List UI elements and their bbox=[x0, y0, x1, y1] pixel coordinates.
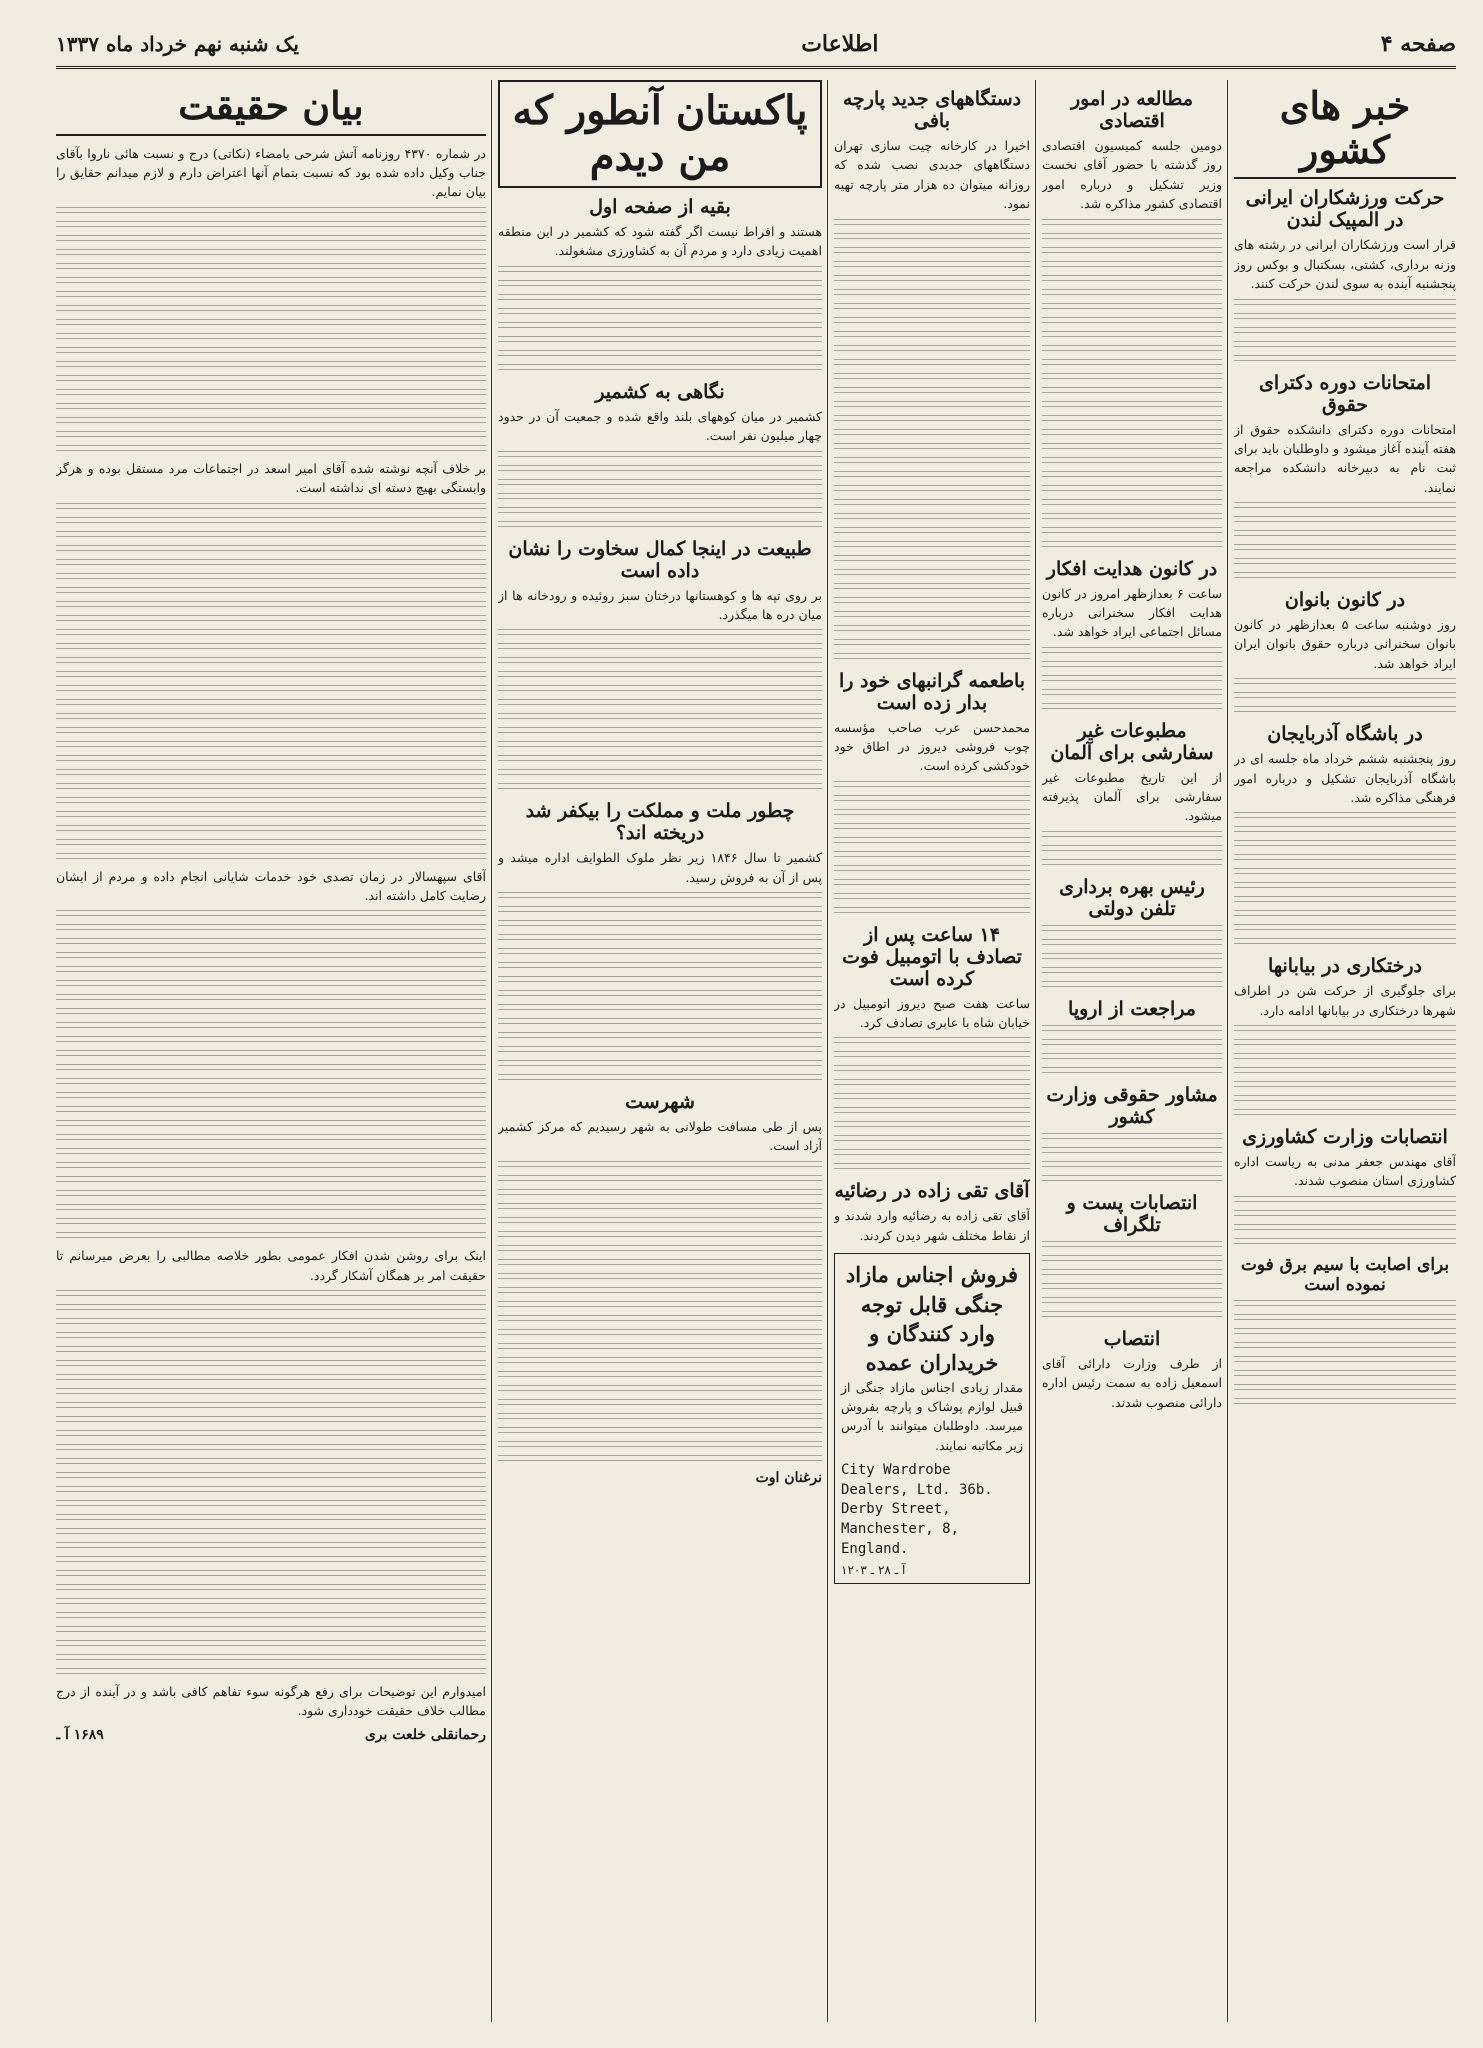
statement-body: امیدوارم این توضیحات برای رفع هرگونه سوء تفاهم کافی باشد و در آینده از درج مطالب خلاف حقیقت خودداری شود. bbox=[56, 1684, 486, 1719]
column-statement bbox=[56, 80, 486, 2022]
section-title: خبر های کشور bbox=[1234, 84, 1456, 179]
article-subhead: نگاهی به کشمیر bbox=[595, 380, 725, 403]
article-signature-line bbox=[498, 1470, 822, 1486]
column-industry-news bbox=[834, 80, 1030, 2022]
article-subhead: چطور ملت و مملکت را بیکفر شد دریخته اند؟ bbox=[525, 800, 795, 845]
news-headline: در کانون بانوان bbox=[1284, 589, 1406, 611]
news-headline: انتصابات پست و تلگراف bbox=[1066, 1191, 1198, 1236]
statement-signature: رحمانقلی خلعت بری bbox=[364, 1726, 486, 1743]
news-headline: انتصاب bbox=[1103, 1327, 1161, 1350]
news-body: محمدحسن عرب صاحب مؤسسه چوب فروشی دیروز در اطاق خود خودکشی کرده است. bbox=[834, 719, 1030, 774]
news-headline: مشاور حقوقی وزارت کشور bbox=[1046, 1083, 1218, 1128]
article-body: هستند و افراط نیست اگر گفته شود که کشمیر در این منطقه اهمیت زیادی دارد و مردم آن به کشاورزی مشغولند. bbox=[498, 224, 822, 259]
statement-body: در شماره ۴۳۷۰ روزنامه آتش شرحی بامضاء (نکاتی) درج و نسبت هائی ناروا بآقای جناب وکیل داده شده بود که نسبت بتمام آنها اعتراض دارم و لازم میدانم حقایق را بیان نمایم. bbox=[56, 145, 486, 200]
news-headline: ۱۴ ساعت پس از تصادف با اتومبیل فوت کرده است bbox=[842, 923, 1022, 990]
news-body: قرار است ورزشکاران ایرانی در رشته های وزنه برداری، کشتی، بسکتبال و بوکس روز پنجشنبه آینده به سوی لندن حرکت کنند. bbox=[1234, 237, 1456, 292]
statement-body: اینک برای روشن شدن افکار عمومی بطور خلاصه مطالبی را بعرض میرسانم تا حقیقت امر بر همگان آشکار گردد. bbox=[56, 1248, 486, 1283]
news-headline: مطالعه در امور اقتصادی bbox=[1070, 88, 1193, 132]
date-line: یک شنبه نهم خرداد ماه ۱۳۳۷ bbox=[56, 32, 299, 56]
statement-title: بیان حقیقت bbox=[56, 84, 486, 136]
news-body: برای جلوگیری از حرکت شن در اطراف شهرها درختکاری در بیابانها ادامه دارد. bbox=[1234, 983, 1456, 1018]
ad-body: مقدار زیادی اجناس مازاد جنگی از قبیل لوازم پوشاک و پارچه بفروش میرسد. داوطلبان میتوانند با آدرس زیر مکاتبه نمایند. bbox=[841, 1379, 1023, 1453]
news-headline: در کانون هدایت افکار bbox=[1046, 557, 1218, 580]
news-body: ساعت ۶ بعدازظهر امروز در کانون هدایت افکار سخنرانی درباره مسائل اجتماعی ایراد خواهد شد. bbox=[1042, 585, 1222, 640]
news-headline: امتحانات دوره دکترای حقوق bbox=[1258, 371, 1432, 416]
news-headline: حرکت ورزشکاران ایرانی در المپیک لندن bbox=[1245, 187, 1445, 232]
news-headline: درختکاری در بیابانها bbox=[1267, 955, 1423, 978]
statement-body: آقای سپهسالار در زمان تصدی خود خدمات شایانی انجام داده و مردم از ایشان رضایت کامل داشته اند. bbox=[56, 868, 486, 903]
article-subhead: شهرست bbox=[625, 1091, 695, 1113]
page-number: صفحه ۴ bbox=[1380, 31, 1456, 57]
news-body: اخیرا در کارخانه چیت سازی تهران دستگاههای جدیدی نصب شده که روزانه میتوان ده هزار متر پارچه تهیه نمود. bbox=[834, 138, 1030, 212]
ad-reference: ۱۲۰۳ آ ـ ۲۸ ـ bbox=[841, 1563, 906, 1578]
article-subhead: بقیه از صفحه اول bbox=[589, 196, 731, 218]
news-headline: دستگاههای جدید پارچه بافی bbox=[842, 88, 1022, 132]
article-title: پاکستان آنطور که من دیدم bbox=[498, 80, 822, 188]
news-headline: آقای تقی زاده در رضائیه bbox=[834, 1180, 1030, 1203]
statement-body: بر خلاف آنچه نوشته شده آقای امیر اسعد در اجتماعات مرد مستقل بوده و هرگز وابستگی بهیچ دسته ای نداشته است. bbox=[56, 460, 486, 496]
news-body: از طرف وزارت دارائی آقای اسمعیل زاده به سمت رئیس اداره دارائی منصوب شدند. bbox=[1042, 1355, 1222, 1410]
statement-signature-line bbox=[56, 1727, 486, 1743]
classified-ad bbox=[834, 1253, 1030, 1584]
statement-reference: ۱۶۸۹ آ ـ bbox=[56, 1726, 104, 1743]
news-headline: رئیس بهره برداری تلفن دولتی bbox=[1059, 875, 1205, 920]
article-body: کشمیر تا سال ۱۸۴۶ زیر نظر ملوک الطوایف اداره میشد و پس از آن به فروش رسید. bbox=[498, 850, 822, 885]
ad-address: City Wardrobe Dealers, Ltd. 36b. Derby Street, Manchester, 8, England. bbox=[841, 1462, 993, 1557]
news-body: آقای تقی زاده به رضائیه وارد شدند و از نقاط مختلف شهر دیدن کردند. bbox=[834, 1208, 1030, 1243]
column-short-news bbox=[1042, 80, 1222, 2022]
ad-title: فروش اجناس مازاد جنگی قابل توجه وارد کنندگان و خریداران عمده bbox=[845, 1262, 1019, 1376]
news-headline: برای اصابت با سیم برق فوت نموده است bbox=[1240, 1254, 1450, 1295]
masthead bbox=[56, 22, 1456, 69]
news-body: دومین جلسه کمیسیون اقتصادی روز گذشته با حضور آقای نخست وزیر تشکیل و درباره امور اقتصادی کشور مذاکره شد. bbox=[1042, 138, 1222, 212]
news-headline: مطبوعات غیر سفارشی برای آلمان bbox=[1050, 719, 1214, 764]
news-body: ساعت هفت صبح دیروز اتومبیل در خیابان شاه با عابری تصادف کرد. bbox=[834, 995, 1030, 1030]
news-headline: مراجعت از اروپا bbox=[1068, 997, 1196, 1020]
news-body: آقای مهندس جعفر مدنی به ریاست اداره کشاورزی استان منصوب شدند. bbox=[1234, 1154, 1456, 1189]
newspaper-page bbox=[56, 22, 1456, 2022]
news-body: از این تاریخ مطبوعات غیر سفارشی برای آلمان پذیرفته میشود. bbox=[1042, 769, 1222, 824]
article-signature: نرغنان اوت bbox=[755, 1469, 822, 1486]
article-body: کشمیر در میان کوههای بلند واقع شده و جمعیت آن در حدود چهار میلیون نفر است. bbox=[498, 408, 822, 444]
news-headline: باطعمه گرانبهای خود را بدار زده است bbox=[838, 669, 1026, 714]
newspaper-name: اطلاعات bbox=[801, 31, 879, 57]
news-body: روز پنجشنبه ششم خرداد ماه جلسه ای در باشگاه آذربایجان تشکیل و درباره امور فرهنگی مذاکره شد. bbox=[1234, 751, 1456, 805]
article-body: پس از طی مسافت طولانی به شهر رسیدیم که مرکز کشمیر آزاد است. bbox=[498, 1119, 822, 1154]
news-body: روز دوشنبه ساعت ۵ بعدازظهر در کانون بانوان سخنرانی درباره حقوق بانوان ایران ایراد خواهد شد. bbox=[1234, 617, 1456, 671]
column-pakistan-article bbox=[498, 80, 822, 2022]
news-headline: انتصابات وزارت کشاورزی bbox=[1242, 1126, 1448, 1148]
column-country-news bbox=[1234, 80, 1456, 2022]
news-headline: در باشگاه آذربایجان bbox=[1267, 723, 1423, 746]
news-body: امتحانات دوره دکترای دانشکده حقوق از هفته آینده آغاز میشود و داوطلبان باید برای ثبت نام به دبیرخانه دانشکده مراجعه نمایند. bbox=[1234, 421, 1456, 495]
article-body: بر روی تپه ها و کوهستانها درختان سبز روئیده و رودخانه ها از میان دره ها میگذرد. bbox=[498, 587, 822, 622]
article-subhead: طبیعت در اینجا کمال سخاوت را نشان داده است bbox=[508, 537, 812, 582]
